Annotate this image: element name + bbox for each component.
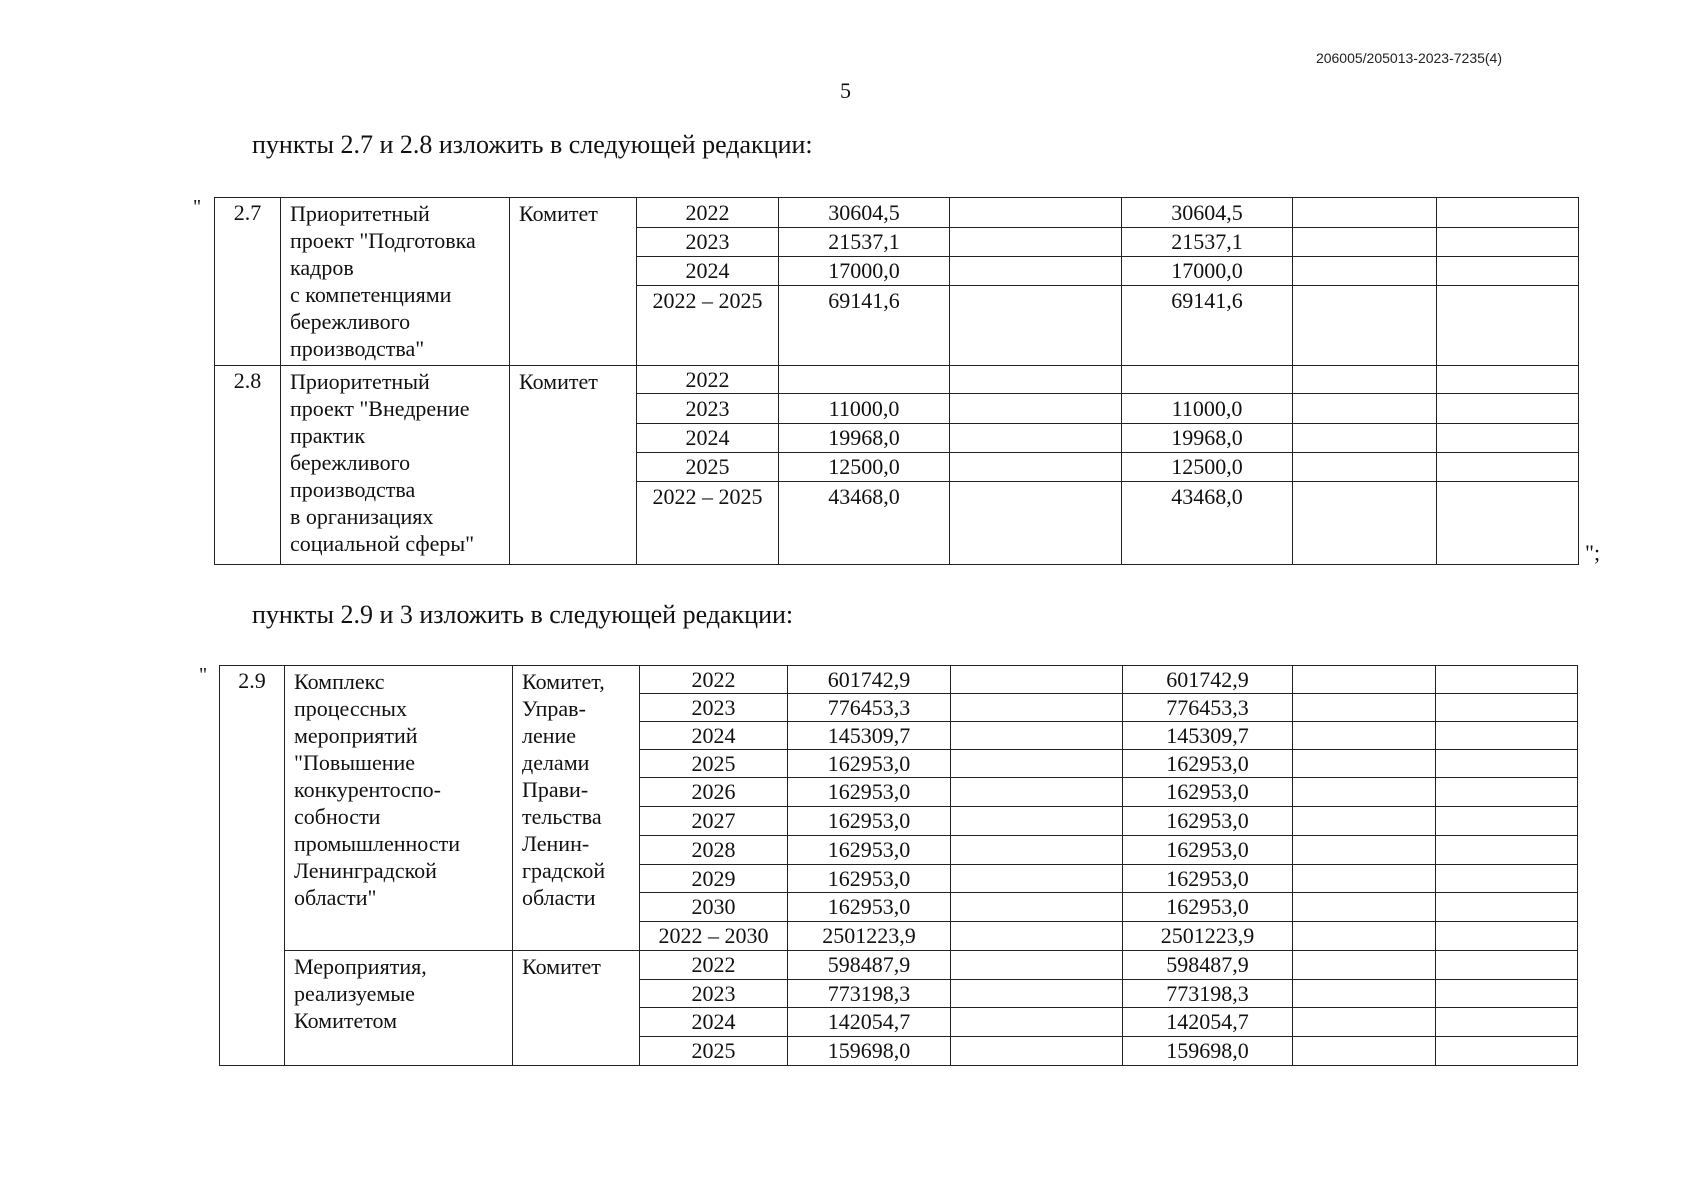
year-cell: 2023: [640, 980, 788, 1008]
value-cell: 162953,0: [1123, 778, 1293, 807]
table-row: [220, 666, 1578, 694]
value-cell: [950, 198, 1122, 228]
value-cell: [1293, 922, 1436, 951]
year-cell: 2024: [640, 722, 788, 750]
item-name-cell: [281, 198, 510, 366]
year-cell: 2023: [640, 694, 788, 722]
item-name-line: социальной сферы": [290, 531, 475, 556]
value-cell: 17000,0: [1122, 257, 1293, 286]
total-cell: 19968,0: [779, 424, 950, 453]
value-cell: [951, 694, 1123, 722]
value-cell: [951, 722, 1123, 750]
executor-cell: [510, 198, 637, 366]
value-cell: [1293, 198, 1437, 228]
table-row: [215, 198, 1579, 228]
year-cell: 2026: [640, 778, 788, 807]
value-cell: [1293, 453, 1437, 482]
value-cell: 773198,3: [1123, 980, 1293, 1008]
total-cell: 601742,9: [788, 666, 951, 694]
item-number-cell: [215, 366, 281, 565]
item-name-line: производства: [290, 477, 416, 502]
value-cell: [1437, 366, 1579, 394]
value-cell: 21537,1: [1122, 228, 1293, 257]
item-number: 2.8: [233, 368, 262, 393]
section2-intro: пункты 2.9 и 3 изложить в следующей редакции:: [252, 600, 794, 629]
value-cell: 601742,9: [1123, 666, 1293, 694]
total-cell: 17000,0: [779, 257, 950, 286]
total-cell: 162953,0: [788, 836, 951, 865]
value-cell: [1293, 836, 1436, 865]
total-cell: 12500,0: [779, 453, 950, 482]
value-cell: 162953,0: [1123, 807, 1293, 836]
value-cell: 145309,7: [1123, 722, 1293, 750]
total-cell: 776453,3: [788, 694, 951, 722]
total-cell: 773198,3: [788, 980, 951, 1008]
value-cell: [1293, 951, 1436, 980]
item-name-cell: [285, 666, 513, 951]
value-cell: [1293, 865, 1436, 893]
item-name-line: процессных: [294, 696, 407, 721]
year-cell: 2028: [640, 836, 788, 865]
year-cell: 2025: [640, 1037, 788, 1066]
value-cell: 162953,0: [1123, 836, 1293, 865]
value-cell: [1293, 750, 1436, 778]
value-cell: [1293, 807, 1436, 836]
executor-cell: [513, 951, 640, 1066]
year-cell: 2029: [640, 865, 788, 893]
item-name-line: области": [294, 885, 377, 910]
item-number: 2.9: [238, 668, 266, 693]
value-cell: [1122, 366, 1293, 394]
value-cell: [951, 1037, 1123, 1066]
executor-line: Комитет: [522, 954, 601, 979]
executor-line: области: [522, 885, 596, 910]
total-cell: 162953,0: [788, 778, 951, 807]
year-cell: 2024: [637, 424, 779, 453]
executor-line: Прави-: [522, 777, 589, 802]
value-cell: [1437, 257, 1579, 286]
item-name-line: Комплекс: [294, 669, 385, 694]
value-cell: [1436, 951, 1578, 980]
section1-open-quote: ": [193, 196, 202, 218]
value-cell: [951, 750, 1123, 778]
value-cell: [1436, 722, 1578, 750]
value-cell: [1436, 836, 1578, 865]
value-cell: 11000,0: [1122, 394, 1293, 424]
item-name-line: проект "Внедрение: [290, 396, 470, 421]
value-cell: [1293, 778, 1436, 807]
value-cell: [1293, 1008, 1436, 1037]
value-cell: 159698,0: [1123, 1037, 1293, 1066]
item-name-line: Мероприятия,: [294, 954, 427, 979]
value-cell: [1436, 1037, 1578, 1066]
value-cell: [1293, 394, 1437, 424]
value-cell: 776453,3: [1123, 694, 1293, 722]
year-cell: 2030: [640, 893, 788, 922]
total-cell: 162953,0: [788, 865, 951, 893]
item-name-line: конкурентоспо-: [294, 777, 441, 802]
value-cell: [1293, 482, 1437, 565]
total-cell: 145309,7: [788, 722, 951, 750]
table-section2: [219, 665, 1578, 1066]
value-cell: [1437, 228, 1579, 257]
year-cell: 2022 – 2025: [637, 286, 779, 366]
value-cell: [951, 893, 1123, 922]
item-name-cell: [285, 951, 513, 1066]
value-cell: [1436, 980, 1578, 1008]
page-number: 5: [840, 78, 851, 103]
executor-cell: [510, 366, 637, 565]
table-row: [215, 366, 1579, 394]
item-name-line: производства": [290, 336, 425, 361]
section2-open-quote: ": [199, 664, 208, 686]
year-cell: 2027: [640, 807, 788, 836]
value-cell: [951, 922, 1123, 951]
year-cell: 2022: [640, 666, 788, 694]
value-cell: [951, 836, 1123, 865]
value-cell: [1293, 1037, 1436, 1066]
value-cell: 162953,0: [1123, 865, 1293, 893]
value-cell: [1293, 228, 1437, 257]
value-cell: [950, 424, 1122, 453]
value-cell: [1293, 366, 1437, 394]
total-cell: 30604,5: [779, 198, 950, 228]
total-cell: 162953,0: [788, 807, 951, 836]
value-cell: 162953,0: [1123, 893, 1293, 922]
executor-line: Комитет: [519, 369, 598, 394]
document-id: 206005/205013-2023-7235(4): [1315, 50, 1502, 66]
total-cell: 21537,1: [779, 228, 950, 257]
year-cell: 2022 – 2025: [637, 482, 779, 565]
item-name-line: в организациях: [290, 504, 434, 529]
value-cell: [951, 1008, 1123, 1037]
value-cell: [1436, 666, 1578, 694]
value-cell: 2501223,9: [1123, 922, 1293, 951]
item-name-cell: [281, 366, 510, 565]
value-cell: [950, 257, 1122, 286]
total-cell: 11000,0: [779, 394, 950, 424]
value-cell: [1436, 778, 1578, 807]
value-cell: [1437, 424, 1579, 453]
value-cell: [1437, 286, 1579, 366]
value-cell: 69141,6: [1122, 286, 1293, 366]
item-name-line: Приоритетный: [290, 369, 430, 394]
item-name-line: "Повышение: [294, 750, 416, 775]
value-cell: [951, 951, 1123, 980]
year-cell: 2023: [637, 394, 779, 424]
value-cell: [1436, 694, 1578, 722]
value-cell: [1436, 750, 1578, 778]
total-cell: 162953,0: [788, 893, 951, 922]
value-cell: [1437, 482, 1579, 565]
total-cell: 598487,9: [788, 951, 951, 980]
executor-line: градской: [522, 858, 606, 883]
executor-line: ление: [522, 723, 577, 748]
value-cell: [1436, 893, 1578, 922]
item-name-line: собности: [294, 804, 381, 829]
value-cell: [1293, 666, 1436, 694]
year-cell: 2025: [637, 453, 779, 482]
value-cell: [1293, 694, 1436, 722]
item-name-line: с компетенциями: [290, 282, 452, 307]
executor-line: Ленин-: [522, 831, 590, 856]
value-cell: [1436, 1008, 1578, 1037]
year-cell: 2022: [637, 366, 779, 394]
item-name-line: проект "Подготовка: [290, 228, 476, 253]
item-name-line: реализуемые: [294, 981, 415, 1006]
executor-line: Комитет: [519, 201, 598, 226]
value-cell: [950, 394, 1122, 424]
item-name-line: бережливого: [290, 309, 411, 334]
total-cell: 69141,6: [779, 286, 950, 366]
value-cell: 30604,5: [1122, 198, 1293, 228]
value-cell: [1437, 394, 1579, 424]
executor-line: делами: [522, 750, 590, 775]
value-cell: [950, 228, 1122, 257]
total-cell: 162953,0: [788, 750, 951, 778]
value-cell: [1436, 922, 1578, 951]
value-cell: [951, 980, 1123, 1008]
executor-line: Управ-: [522, 696, 586, 721]
value-cell: 12500,0: [1122, 453, 1293, 482]
value-cell: [950, 286, 1122, 366]
value-cell: [1293, 893, 1436, 922]
executor-line: Комитет,: [522, 669, 605, 694]
total-cell: 43468,0: [779, 482, 950, 565]
value-cell: 19968,0: [1122, 424, 1293, 453]
value-cell: [951, 865, 1123, 893]
value-cell: [1437, 453, 1579, 482]
executor-cell: [513, 666, 640, 951]
item-name-line: практик: [290, 423, 366, 448]
item-name-line: мероприятий: [294, 723, 418, 748]
executor-line: тельства: [522, 804, 602, 829]
value-cell: [1293, 980, 1436, 1008]
value-cell: [951, 666, 1123, 694]
value-cell: [1437, 198, 1579, 228]
section1-close-quote: ";: [1585, 540, 1601, 565]
total-cell: 159698,0: [788, 1037, 951, 1066]
item-number-cell: [215, 198, 281, 366]
table-row: [220, 951, 1578, 980]
value-cell: [1436, 865, 1578, 893]
section1-intro: пункты 2.7 и 2.8 изложить в следующей редакции:: [252, 130, 813, 159]
value-cell: [951, 807, 1123, 836]
value-cell: 142054,7: [1123, 1008, 1293, 1037]
value-cell: [951, 778, 1123, 807]
item-number: 2.7: [233, 200, 262, 225]
total-cell: 2501223,9: [788, 922, 951, 951]
item-name-line: Комитетом: [294, 1008, 398, 1033]
value-cell: [1293, 286, 1437, 366]
item-name-line: промышленности: [294, 831, 460, 856]
year-cell: 2024: [640, 1008, 788, 1037]
total-cell: [779, 366, 950, 394]
item-name-line: кадров: [290, 255, 354, 280]
value-cell: 43468,0: [1122, 482, 1293, 565]
item-name-line: бережливого: [290, 450, 411, 475]
table-section1: [214, 197, 1579, 565]
value-cell: [1293, 722, 1436, 750]
value-cell: [1436, 807, 1578, 836]
year-cell: 2022: [637, 198, 779, 228]
value-cell: 598487,9: [1123, 951, 1293, 980]
value-cell: [1293, 424, 1437, 453]
item-number-cell: [220, 666, 285, 1066]
item-name-line: Приоритетный: [290, 201, 430, 226]
year-cell: 2024: [637, 257, 779, 286]
year-cell: 2025: [640, 750, 788, 778]
value-cell: 162953,0: [1123, 750, 1293, 778]
value-cell: [950, 482, 1122, 565]
year-cell: 2022 – 2030: [640, 922, 788, 951]
year-cell: 2023: [637, 228, 779, 257]
value-cell: [950, 366, 1122, 394]
item-name-line: Ленинградской: [294, 858, 437, 883]
value-cell: [950, 453, 1122, 482]
value-cell: [1293, 257, 1437, 286]
total-cell: 142054,7: [788, 1008, 951, 1037]
year-cell: 2022: [640, 951, 788, 980]
